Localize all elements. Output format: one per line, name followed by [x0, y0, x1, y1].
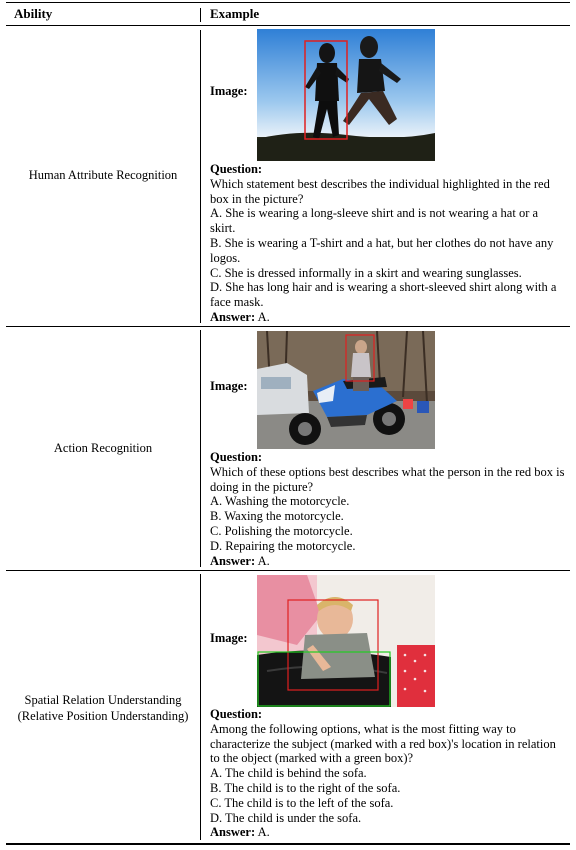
question-text: Which statement best describes the individual highlighted in the red box in the picture?	[210, 176, 550, 206]
row-divider-2	[6, 570, 570, 571]
column-separator-2	[200, 330, 201, 567]
option-a: A. The child is behind the sofa.	[210, 766, 367, 781]
option-d: D. She has long hair and is wearing a short-sleeved shirt along with a face mask.	[210, 280, 557, 310]
motorcycle-photo	[257, 331, 435, 449]
answer-label: Answer:	[210, 553, 256, 568]
option-a: A. She is wearing a long-sleeve shirt and is not wearing a hat or a skirt.	[210, 206, 539, 236]
option-a: A. Washing the motorcycle.	[210, 494, 350, 509]
header-example: Example	[210, 6, 260, 21]
question-block	[210, 707, 566, 840]
question-block	[210, 162, 566, 325]
image-label: Image:	[210, 84, 248, 98]
ability-line-1: Spatial Relation Understanding	[24, 693, 182, 707]
ability-cell: Action Recognition	[53, 441, 153, 455]
answer-line	[210, 825, 566, 840]
option-c: C. Polishing the motorcycle.	[210, 523, 353, 538]
ability-cell: Human Attribute Recognition	[28, 168, 178, 182]
question-text: Which of these options best describes what the person in the red box is doing in the picture?	[210, 464, 565, 494]
ability-line-2: (Relative Position Understanding)	[17, 708, 189, 723]
child-on-sofa-photo	[257, 575, 435, 707]
question-block	[210, 450, 566, 568]
question-label: Question:	[210, 707, 263, 721]
option-b: B. Waxing the motorcycle.	[210, 509, 344, 524]
answer-value: A.	[257, 553, 270, 568]
ability-cell	[8, 693, 198, 724]
top-rule	[6, 2, 570, 3]
column-separator-1	[200, 30, 201, 323]
answer-label: Answer:	[210, 309, 256, 324]
answer-value: A.	[257, 825, 270, 840]
option-c: C. She is dressed informally in a skirt and wearing sunglasses.	[210, 265, 522, 280]
answer-line	[210, 310, 566, 325]
answer-line	[210, 554, 566, 569]
bottom-rule	[6, 843, 570, 845]
option-d: D. Repairing the motorcycle.	[210, 538, 356, 553]
column-separator-3	[200, 574, 201, 840]
answer-label: Answer:	[210, 825, 256, 840]
header-column-separator	[200, 8, 201, 22]
header-rule	[6, 25, 570, 26]
image-label: Image:	[210, 631, 248, 645]
question-text: Among the following options, what is the most fitting way to characterize the subject (marked with a red box)'s location in relation to the object (marked with a green box)?	[210, 721, 556, 766]
option-b: B. The child is to the right of the sofa.	[210, 780, 401, 795]
people-running-photo	[257, 29, 435, 161]
row-divider-1	[6, 326, 570, 327]
question-label: Question:	[210, 450, 263, 464]
question-label: Question:	[210, 162, 263, 176]
option-c: C. The child is to the left of the sofa.	[210, 795, 394, 810]
header-ability: Ability	[14, 6, 53, 21]
answer-value: A.	[257, 309, 270, 324]
option-d: D. The child is under the sofa.	[210, 810, 362, 825]
image-label: Image:	[210, 379, 248, 393]
option-b: B. She is wearing a T-shirt and a hat, but her clothes do not have any logos.	[210, 235, 554, 265]
